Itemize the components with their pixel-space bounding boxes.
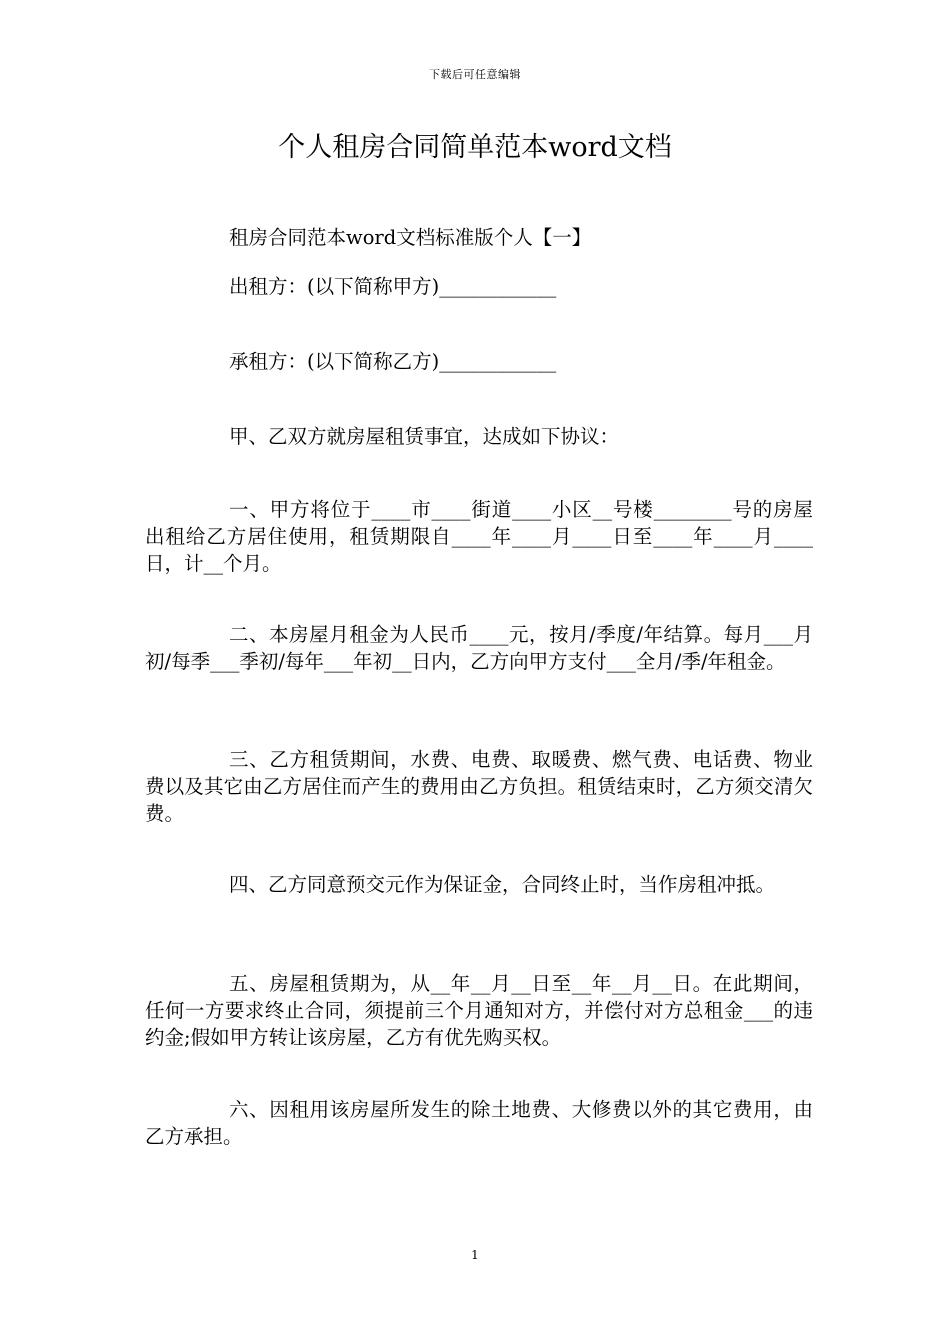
page-header-note: 下载后可任意编辑 [429, 68, 521, 81]
clause-6: 六、因租用该房屋所发生的除土地费、大修费以外的其它费用，由乙方承担。 [145, 1098, 813, 1148]
clause-2: 二、本房屋月租金为人民币____元，按月/季度/年结算。每月___月初/每季___季初/每年___年初__日内，乙方向甲方支付___全月/季/年租金。 [145, 623, 813, 673]
lessee-line: 承租方：(以下简称乙方)____________ [229, 350, 557, 373]
clause-3: 三、乙方租赁期间，水费、电费、取暖费、燃气费、电话费、物业费以及其它由乙方居住而产生的费用由乙方负担。租赁结束时，乙方须交清欠费。 [145, 748, 813, 825]
contract-subtitle: 租房合同范本word文档标准版个人【一】 [229, 226, 592, 249]
lessor-line: 出租方：(以下简称甲方)____________ [229, 275, 557, 298]
page-number: 1 [471, 1248, 479, 1262]
document-title: 个人租房合同简单范本word文档 [278, 132, 672, 163]
agreement-intro: 甲、乙双方就房屋租赁事宜，达成如下协议： [229, 425, 620, 448]
clause-1: 一、甲方将位于____市____街道____小区__号楼________号的房屋出租给乙方居住使用，租赁期限自____年____月____日至____年____月____日，计__个月。 [145, 498, 813, 575]
clause-4: 四、乙方同意预交元作为保证金，合同终止时，当作房租冲抵。 [229, 873, 776, 896]
clause-5: 五、房屋租赁期为，从__年__月__日至__年__月__日。在此期间，任何一方要求终止合同，须提前三个月通知对方，并偿付对方总租金___的违约金;假如甲方转让该房屋，乙方有优先购买权。 [145, 972, 813, 1049]
